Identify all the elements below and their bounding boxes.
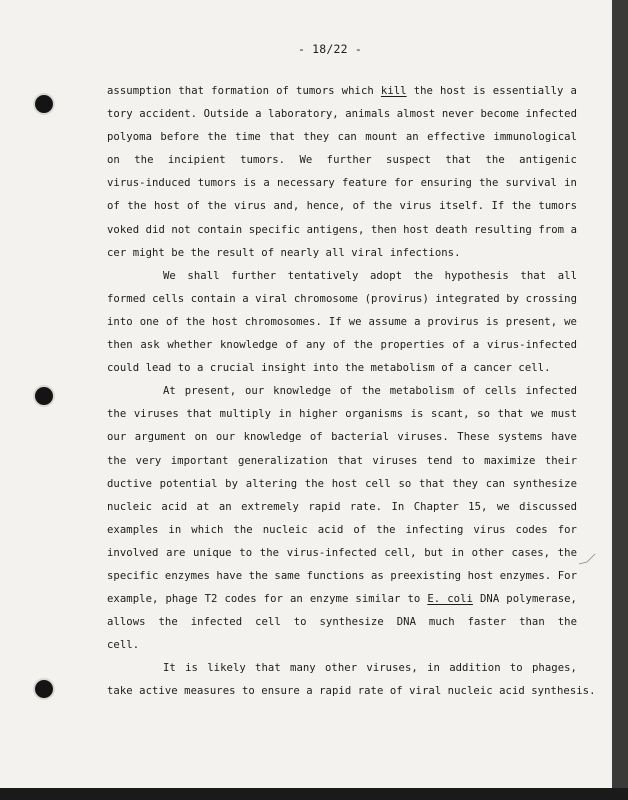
line-text: We shall further tentatively adopt the hypothesis that all (163, 269, 577, 282)
text-line (107, 403, 577, 426)
line-text: could lead to a crucial insight into the metabolism of a cancer cell. (107, 362, 551, 375)
text-line (107, 311, 577, 334)
line-text: the very important generalization that viruses tend to maximize their (107, 454, 577, 467)
text-line (107, 496, 577, 519)
line-text: tory accident. Outside a laboratory, animals almost never become infected (107, 108, 577, 121)
line-text: of the host of the virus and, hence, of the virus itself. If the tumors (107, 200, 577, 213)
text-line (107, 680, 596, 703)
text-line (107, 611, 577, 634)
text-line (107, 380, 577, 403)
line-text: nucleic acid at an extremely rapid rate. In Chapter 15, we discussed (107, 500, 577, 513)
text-line (107, 242, 577, 265)
text-line (107, 149, 577, 172)
scan-frame-bottom (0, 788, 628, 800)
text-line (107, 103, 577, 126)
text-line (107, 80, 577, 103)
line-text: then ask whether knowledge of any of the properties of a virus-infected (107, 339, 577, 352)
line-text: virus-induced tumors is a necessary feature for ensuring the survival in (107, 177, 577, 190)
text-line (107, 634, 577, 657)
line-text: DNA polymerase, (479, 593, 577, 606)
text-line (107, 565, 577, 588)
line-text: into one of the host chromosomes. If we assume a provirus is present, we (107, 315, 577, 328)
line-text: formed cells contain a viral chromosome (provirus) integrated by crossing (107, 292, 577, 305)
text-line (107, 334, 577, 357)
page-number: - 18/22 - (297, 42, 363, 56)
line-text: the host is essentially a (413, 85, 577, 97)
text-line (107, 657, 577, 680)
pencil-mark (578, 553, 596, 567)
text-line (107, 172, 577, 195)
punch-hole-middle (35, 387, 53, 405)
underlined-word: E. coli (427, 593, 473, 606)
line-text: ductive potential by altering the host cell so that they can synthesize (107, 477, 577, 490)
text-line (107, 473, 577, 496)
line-text: specific enzymes have the same functions as preexisting host enzymes. For (107, 569, 577, 582)
text-line (107, 219, 577, 242)
line-text: allows the infected cell to synthesize DNA much faster than the (107, 616, 577, 629)
line-text: example, phage T2 codes for an enzyme similar to (107, 593, 428, 606)
line-text: the viruses that multiply in higher organisms is scant, so that we must (107, 408, 577, 421)
line-text: involved are unique to the virus-infected cell, but in other cases, the (107, 546, 577, 559)
line-text: cell. (107, 639, 140, 652)
underlined-word: kill (380, 85, 407, 97)
line-text: assumption that formation of tumors which (107, 85, 381, 97)
scan-frame-right (612, 0, 628, 800)
line-text: our argument on our knowledge of bacterial viruses. These systems have (107, 431, 577, 444)
line-text: At present, our knowledge of the metabolism of cells infected (163, 385, 577, 398)
line-text: cer might be the result of nearly all viral infections. (107, 246, 461, 259)
text-line (107, 588, 577, 611)
line-text: It is likely that many other viruses, in addition to phages, (163, 662, 577, 675)
text-line (107, 426, 577, 449)
text-line (107, 126, 577, 149)
text-line (107, 265, 577, 288)
text-line (107, 450, 577, 473)
text-line (107, 195, 577, 218)
body-text (107, 80, 596, 704)
line-text: on the incipient tumors. We further suspect that the antigenic (107, 154, 577, 167)
text-line (107, 357, 577, 380)
text-line (107, 542, 577, 565)
line-text: examples in which the nucleic acid of the infecting virus codes for (107, 523, 577, 536)
punch-hole-top (35, 95, 53, 113)
text-line (107, 519, 577, 542)
text-line (107, 288, 577, 311)
line-text: polyoma before the time that they can mount an effective immunological (107, 131, 577, 144)
line-text: take active measures to ensure a rapid rate of viral nucleic acid synthesis. (107, 685, 596, 698)
line-text: voked did not contain specific antigens, then host death resulting from a (107, 223, 577, 236)
punch-hole-bottom (35, 680, 53, 698)
